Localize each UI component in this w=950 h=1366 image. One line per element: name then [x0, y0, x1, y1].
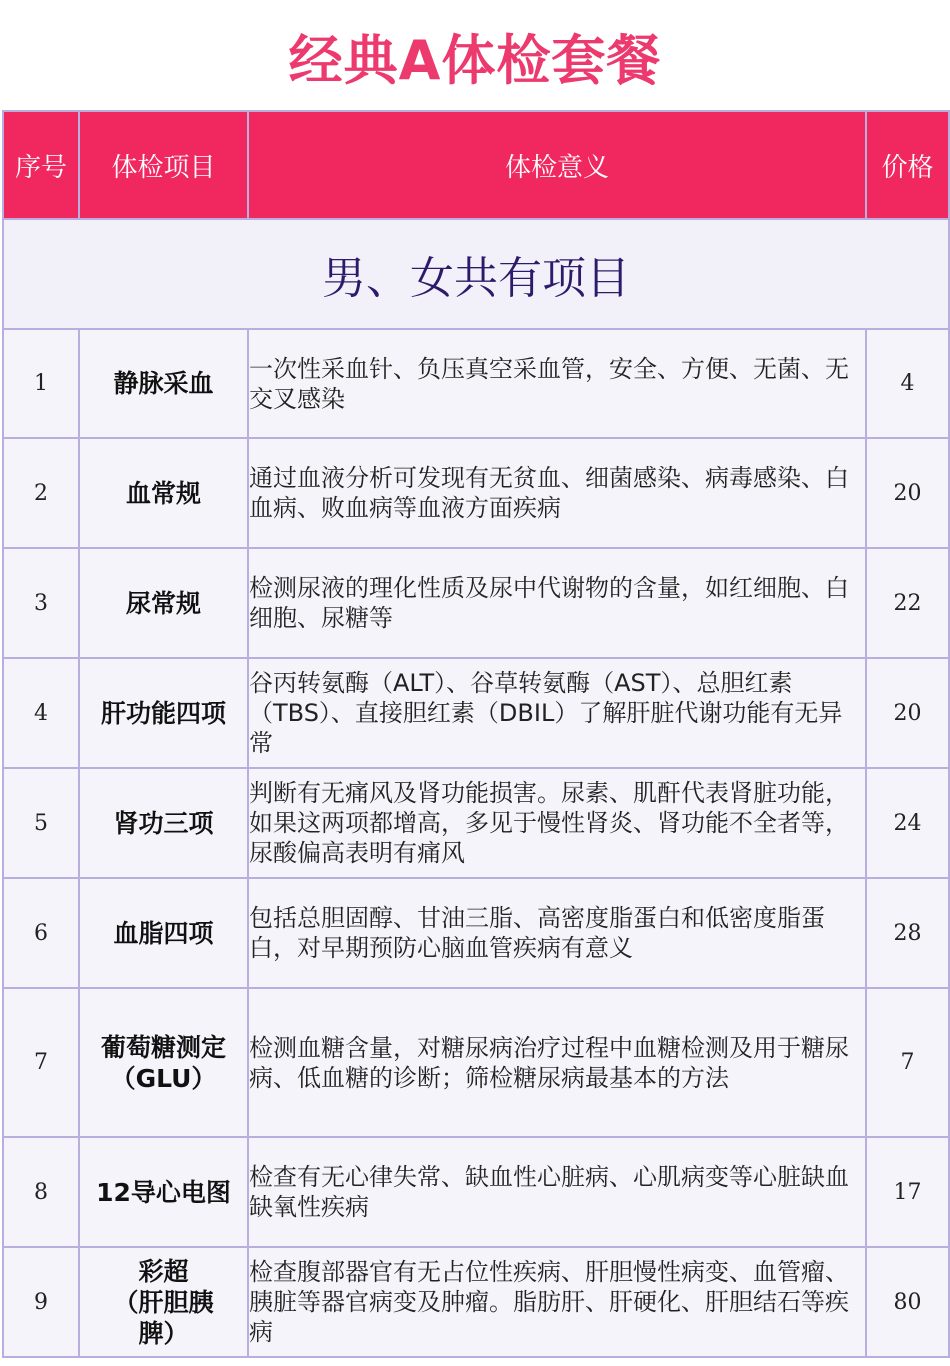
row-item-name: [79, 1137, 248, 1247]
row-item-name-line: （GLU）: [110, 1063, 217, 1093]
header-meaning: 体检意义: [248, 111, 866, 219]
row-item-name: [79, 548, 248, 658]
row-item-name-line: 血脂四项: [113, 918, 214, 948]
row-meaning: 检查腹部器官有无占位性疾病、肝胆慢性病变、血管瘤、胰脏等器官病变及肿瘤。脂肪肝、肝硬化、肝胆结石等疾病: [248, 1247, 866, 1357]
row-price: 20: [866, 438, 949, 548]
row-price: 80: [866, 1247, 949, 1357]
header-item: 体检项目: [79, 111, 248, 219]
row-item-name: [79, 329, 248, 438]
row-price: 22: [866, 548, 949, 658]
row-price: 7: [866, 988, 949, 1137]
row-item-name: [79, 658, 248, 768]
row-item-name-line: 血常规: [125, 478, 201, 508]
table-row: [3, 988, 949, 1137]
row-price: 20: [866, 658, 949, 768]
row-item-name-line: 肾功三项: [113, 808, 214, 838]
row-meaning: 检测尿液的理化性质及尿中代谢物的含量，如红细胞、白细胞、尿糖等: [248, 548, 866, 658]
row-index: 4: [3, 658, 79, 768]
package-table: [2, 110, 950, 1358]
row-index: 8: [3, 1137, 79, 1247]
row-meaning: 检测血糖含量，对糖尿病治疗过程中血糖检测及用于糖尿病、低血糖的诊断；筛检糖尿病最基本的方法: [248, 988, 866, 1137]
table-row: [3, 658, 949, 768]
table-header-row: [3, 111, 949, 219]
header-price: 价格: [866, 111, 949, 219]
table-row: [3, 548, 949, 658]
row-item-name-line: 彩超: [138, 1256, 189, 1286]
row-item-name-line: 静脉采血: [113, 369, 214, 398]
row-price: 24: [866, 768, 949, 878]
row-index: 2: [3, 438, 79, 548]
row-meaning: 谷丙转氨酶（ALT）、谷草转氨酶（AST）、总胆红素（TBS）、直接胆红素（DBIL）了解肝脏代谢功能有无异常: [248, 658, 866, 768]
row-price: 28: [866, 878, 949, 988]
row-meaning: 判断有无痛风及肾功能损害。尿素、肌酐代表肾脏功能，如果这两项都增高，多见于慢性肾炎、肾功能不全者等，尿酸偏高表明有痛风: [248, 768, 866, 878]
table-row: [3, 438, 949, 548]
row-index: 7: [3, 988, 79, 1137]
row-meaning: 通过血液分析可发现有无贫血、细菌感染、病毒感染、白血病、败血病等血液方面疾病: [248, 438, 866, 548]
row-item-name: [79, 438, 248, 548]
row-index: 1: [3, 329, 79, 438]
header-index: 序号: [3, 111, 79, 219]
row-meaning: 一次性采血针、负压真空采血管，安全、方便、无菌、无交叉感染: [248, 329, 866, 438]
section-row: [3, 219, 949, 329]
page-title: 经典A体检套餐: [288, 29, 662, 92]
row-price: 17: [866, 1137, 949, 1247]
row-index: 5: [3, 768, 79, 878]
row-item-name-line: 12导心电图: [96, 1177, 231, 1207]
table-row: [3, 1247, 949, 1357]
row-item-name: [79, 878, 248, 988]
section-label: 男、女共有项目: [3, 219, 949, 329]
table-row: [3, 878, 949, 988]
row-index: 3: [3, 548, 79, 658]
row-meaning: 检查有无心律失常、缺血性心脏病、心肌病变等心脏缺血缺氧性疾病: [248, 1137, 866, 1247]
row-item-name: [79, 1247, 248, 1357]
row-index: 6: [3, 878, 79, 988]
row-item-name: [79, 768, 248, 878]
row-item-name-line: 尿常规: [125, 588, 201, 618]
table-row: [3, 1137, 949, 1247]
row-item-name-line: （肝胆胰: [113, 1287, 214, 1317]
row-price: 4: [866, 329, 949, 438]
row-index: 9: [3, 1247, 79, 1357]
row-meaning: 包括总胆固醇、甘油三脂、高密度脂蛋白和低密度脂蛋白，对早期预防心脑血管疾病有意义: [248, 878, 866, 988]
table-row: [3, 329, 949, 438]
table-row: [3, 768, 949, 878]
row-item-name: [79, 988, 248, 1137]
row-item-name-line: 脾）: [138, 1318, 189, 1348]
row-item-name-line: 葡萄糖测定: [100, 1032, 226, 1062]
row-item-name-line: 肝功能四项: [100, 698, 226, 728]
table-body: [3, 219, 949, 1357]
